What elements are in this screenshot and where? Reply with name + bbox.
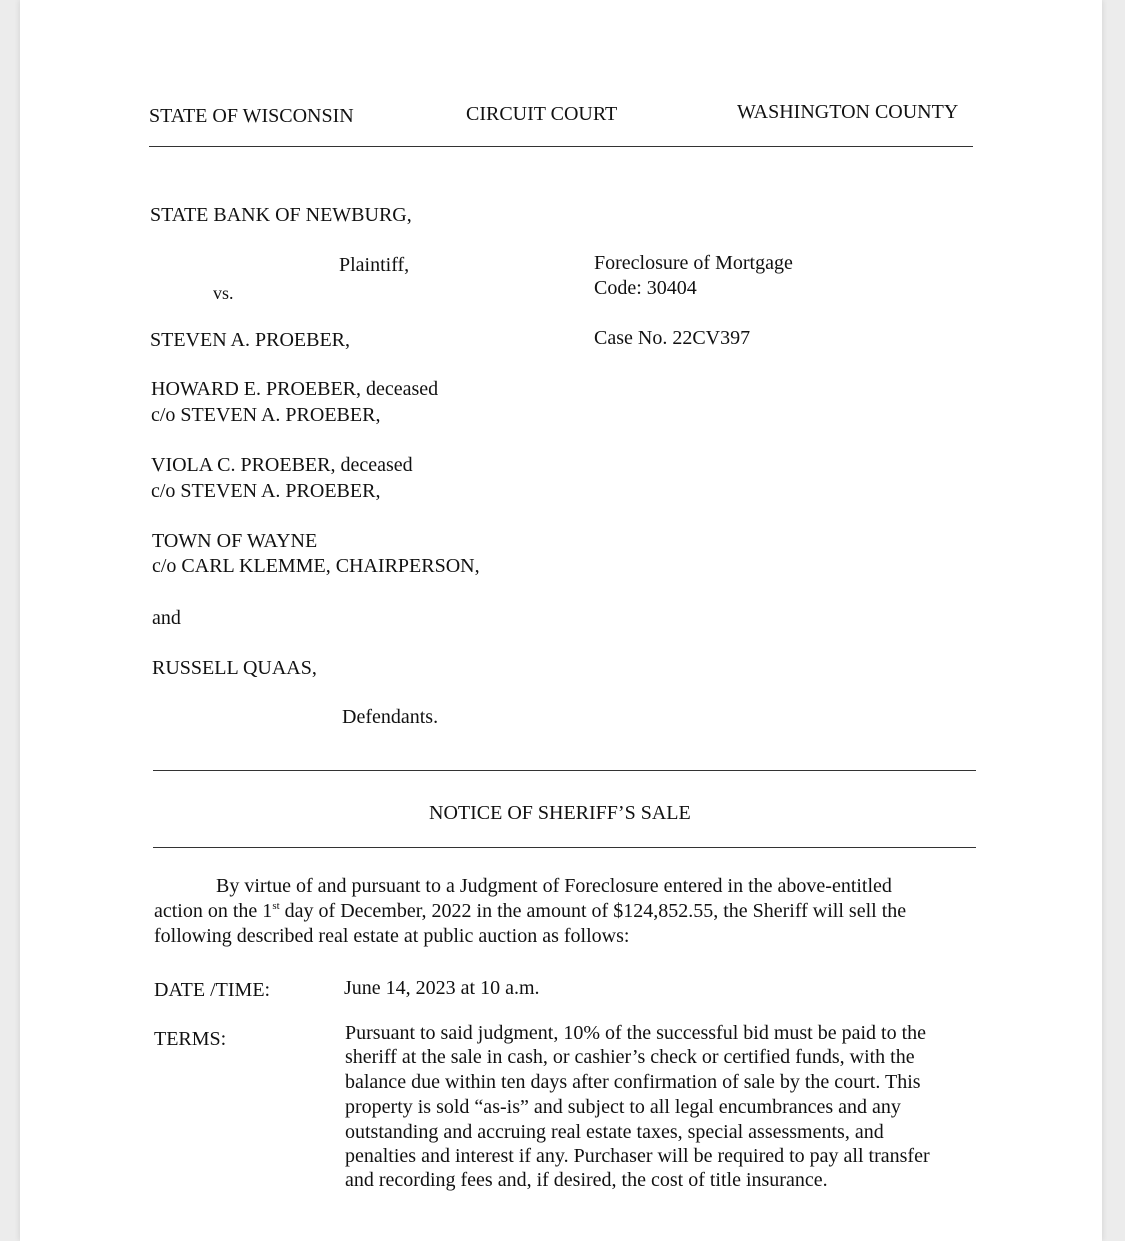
terms-line: sheriff at the sale in cash, or cashier’s check or certified funds, with the — [345, 1046, 915, 1068]
notice-top-divider — [153, 770, 976, 771]
defendants-role: Defendants. — [342, 706, 439, 728]
date-time-value: June 14, 2023 at 10 a.m. — [344, 977, 540, 999]
case-number: Case No. 22CV397 — [594, 327, 751, 349]
case-code: Code: 30404 — [594, 277, 697, 299]
defendant-3-name: VIOLA C. PROEBER, deceased — [151, 454, 413, 476]
and-label: and — [152, 607, 181, 629]
terms-line: penalties and interest if any. Purchaser will be required to pay all transfer — [345, 1145, 930, 1167]
defendant-5: RUSSELL QUAAS, — [152, 657, 317, 679]
intro-line-3: following described real estate at public auction as follows: — [154, 925, 630, 947]
plaintiff-role: Plaintiff, — [339, 254, 410, 276]
caption-state: STATE OF WISCONSIN — [149, 105, 354, 127]
defendant-2-care-of: c/o STEVEN A. PROEBER, — [151, 404, 381, 426]
document-page — [20, 0, 1102, 1241]
intro-line-2-start: action on the 1 — [154, 900, 273, 922]
date-time-label: DATE /TIME: — [154, 979, 271, 1001]
terms-line: balance due within ten days after confirmation of sale by the court. This — [345, 1071, 921, 1093]
defendant-2-name: HOWARD E. PROEBER, deceased — [151, 378, 439, 400]
defendant-1: STEVEN A. PROEBER, — [150, 329, 351, 351]
versus-label: vs. — [213, 283, 234, 303]
terms-line: property is sold “as-is” and subject to all legal encumbrances and any — [345, 1096, 901, 1118]
caption-court: CIRCUIT COURT — [466, 103, 618, 125]
intro-line-1: By virtue of and pursuant to a Judgment of Foreclosure entered in the above-entitled — [216, 875, 892, 897]
caption-divider — [149, 146, 973, 147]
intro-line-2-end: day of December, 2022 in the amount of $124,852.55, the Sheriff will sell the — [279, 900, 907, 922]
terms-line: and recording fees and, if desired, the cost of title insurance. — [345, 1169, 828, 1191]
caption-county: WASHINGTON COUNTY — [737, 101, 959, 123]
defendant-4-care-of: c/o CARL KLEMME, CHAIRPERSON, — [152, 555, 480, 577]
defendant-3-care-of: c/o STEVEN A. PROEBER, — [151, 480, 381, 502]
terms-line: outstanding and accruing real estate taxes, special assessments, and — [345, 1121, 884, 1143]
notice-title: NOTICE OF SHERIFF’S SALE — [429, 802, 691, 824]
terms-line: Pursuant to said judgment, 10% of the successful bid must be paid to the — [345, 1022, 927, 1044]
terms-label: TERMS: — [154, 1028, 227, 1050]
defendant-4-name: TOWN OF WAYNE — [152, 530, 318, 552]
case-type: Foreclosure of Mortgage — [594, 252, 793, 274]
plaintiff-name: STATE BANK OF NEWBURG, — [150, 204, 412, 226]
notice-bottom-divider — [153, 847, 976, 848]
intro-line-2 — [154, 899, 906, 923]
intro-ordinal-suffix: st — [272, 900, 280, 912]
